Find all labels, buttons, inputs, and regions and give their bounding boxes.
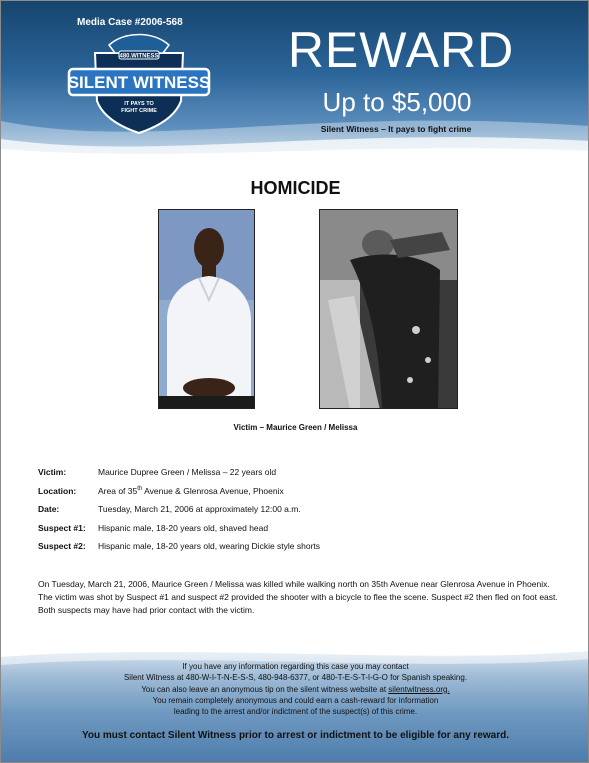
detail-value: Hispanic male, 18-20 years old, shaved head xyxy=(98,522,269,533)
reward-subtitle: Silent Witness – It pays to fight crime xyxy=(320,124,472,134)
footer-line-1: If you have any information regarding this case you may contact xyxy=(182,662,409,671)
detail-row-suspect-2 xyxy=(38,541,558,560)
detail-row-suspect-1 xyxy=(38,523,558,542)
header-banner xyxy=(1,1,589,159)
reward-title: REWARD xyxy=(287,22,515,78)
footer-line-5: leading to the arrest and/or indictment of the suspect(s) of this crime. xyxy=(173,707,418,717)
detail-label: Suspect #1: xyxy=(38,522,86,533)
detail-label: Location: xyxy=(38,485,77,496)
victim-portrait-image xyxy=(159,210,255,409)
logo-tagline-line1: IT PAYS TO xyxy=(124,101,154,107)
logo-name-text: SILENT WITNESS xyxy=(67,73,211,92)
detail-value: Hispanic male, 18-20 years old, wearing Dickie style shorts xyxy=(98,541,321,551)
case-details xyxy=(38,467,558,560)
detail-label: Suspect #2: xyxy=(38,541,86,551)
location-text-pre: Area of 35 xyxy=(98,485,138,496)
silent-witness-logo xyxy=(65,31,213,135)
location-text-post: Avenue & Glenrosa Avenue, Phoenix xyxy=(142,485,284,496)
footer-line-2: Silent Witness at 480-W-I-T-N-E-S-S, 480-948-6377, or 480-T-E-S-T-I-G-O for Spanish speaking. xyxy=(123,673,468,683)
reward-amount: Up to $5,000 xyxy=(322,87,472,117)
detail-value xyxy=(98,486,284,496)
detail-value: Maurice Dupree Green / Melissa – 22 years old xyxy=(98,467,277,477)
detail-label: Victim: xyxy=(38,467,67,477)
footer-line-3 xyxy=(1,684,589,695)
footer-contact-info xyxy=(1,661,589,717)
logo-phone-text: 480.WITNESS xyxy=(119,53,159,60)
footer-line-4: You remain completely anonymous and could earn a cash-reward for information xyxy=(152,695,439,705)
victim-photo-snapshot xyxy=(319,209,458,409)
website-link[interactable]: silentwitness.org. xyxy=(388,684,450,694)
footer-line-3-text: You can also leave an anonymous tip on the silent witness website at xyxy=(141,684,389,694)
media-case-number: Media Case #2006-568 xyxy=(77,17,183,28)
detail-row-location xyxy=(38,486,558,505)
victim-snapshot-image xyxy=(320,210,458,409)
victim-photo-portrait xyxy=(158,209,255,409)
case-narrative: On Tuesday, March 21, 2006, Maurice Green / Melissa was killed while walking north on 35th Avenue near Glenrosa Avenue in Phoenix. The victim was shot by Suspect #1 and suspect #2 provided the shooter with a bicycle to flee the scene. Suspect #2 then fled on foot east. Both suspects may have had prior contact with the victim. xyxy=(38,579,558,615)
photo-caption: Victim – Maurice Green / Melissa xyxy=(233,423,358,432)
reward-eligibility-notice: You must contact Silent Witness prior to arrest or indictment to be eligible for any reward. xyxy=(81,730,510,741)
detail-value: Tuesday, March 21, 2006 at approximately 12:00 a.m. xyxy=(98,504,301,514)
detail-label: Date: xyxy=(38,504,60,514)
crime-type-title: HOMICIDE xyxy=(250,178,341,198)
detail-row-victim xyxy=(38,467,558,486)
logo-tagline-line2: FIGHT CRIME xyxy=(121,108,157,114)
footer-banner xyxy=(1,639,589,763)
detail-row-date xyxy=(38,504,558,523)
location-ordinal-suffix: th xyxy=(137,485,143,492)
